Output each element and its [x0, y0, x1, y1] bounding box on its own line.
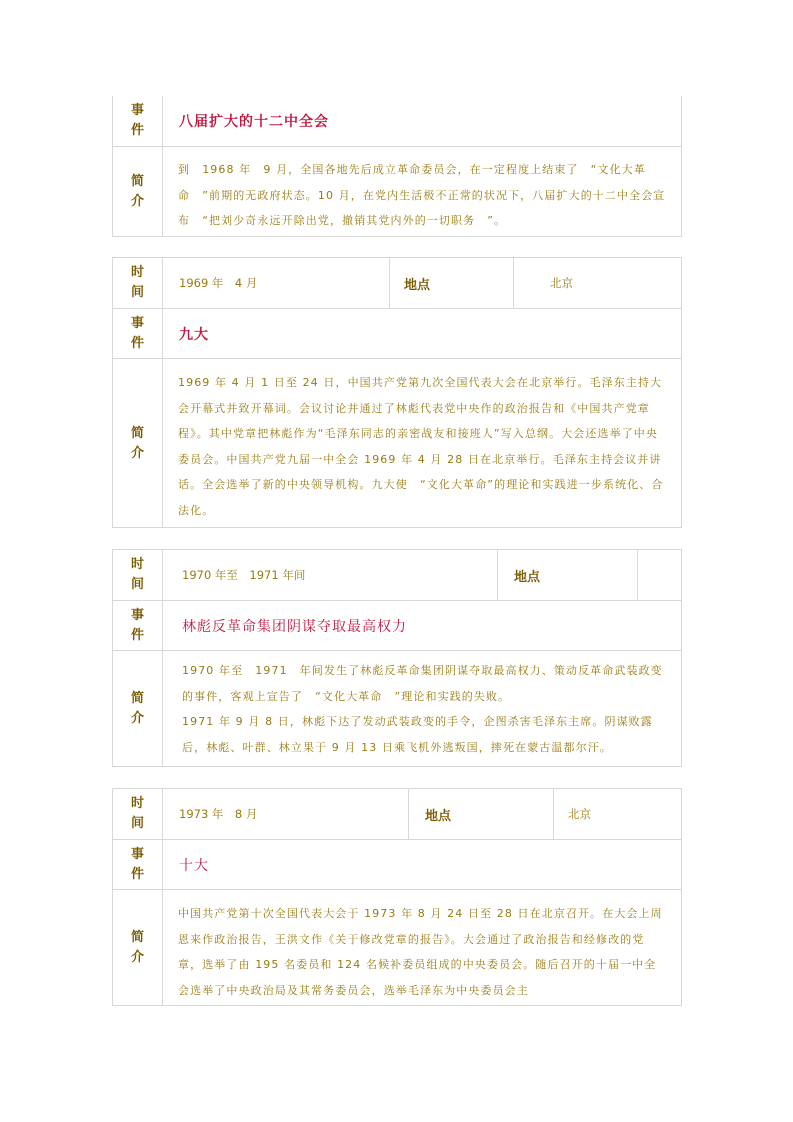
event-label: 事件: [113, 96, 163, 146]
event-summary: 1970 年至 1971 年间发生了林彪反革命集团阴谋夺取最高权力、策动反革命武装政变的事件，客观上宣告了 “文化大革命 ”理论和实践的失败。 1971 年 9 月 8 日，林彪下达了发动武装政变的手令，企图杀害毛泽东主席。阴谋败露后，林彪、叶群、林立果于 9 月 13 日乘飞机外逃叛国，摔死在蒙古温都尔汗。: [182, 664, 663, 754]
event-title: 十大: [179, 857, 209, 874]
event-location: 北京: [550, 276, 573, 290]
event-time: 1970 年至 1971 年间: [163, 550, 498, 600]
event-title: 八届扩大的十二中全会: [179, 114, 329, 130]
event-summary: 中国共产党第十次全国代表大会于 1973 年 8 月 24 日至 28 日在北京召开。在大会上周恩来作政治报告，王洪文作《关于修改党章的报告》。大会通过了政治报告和经修改的党章，选举了由 195 名委员和 124 名候补委员组成的中央委员会。随后召开的十届一中全会选举了中央政治局及其常务委员会，选举毛泽东为中央委员会主: [178, 907, 663, 997]
event-location: [638, 550, 681, 600]
location-label: 地点: [390, 258, 514, 308]
event-card-1: [112, 96, 682, 237]
summary-label: 简介: [113, 890, 163, 1006]
event-summary: 到 1968 年 9 月，全国各地先后成立革命委员会，在一定程度上结束了 “文化大革命 ”前期的无政府状态。10 月，在党内生活极不正常的状况下，八届扩大的十二中全会宣布 “把刘少奇永远开除出党，撤销其党内外的一切职务 ”。: [178, 163, 666, 227]
event-location: 北京: [568, 807, 591, 821]
summary-label: 简介: [113, 359, 163, 528]
event-label: 事件: [113, 840, 163, 889]
time-label: 时间: [113, 550, 163, 600]
event-label: 事件: [113, 309, 163, 358]
location-label: 地点: [409, 789, 554, 839]
location-label: 地点: [498, 550, 638, 600]
event-time: 1969 年 4 月: [163, 258, 390, 308]
event-card-3: [112, 549, 682, 767]
summary-label: 简介: [113, 147, 163, 236]
time-label: 时间: [113, 789, 163, 839]
event-summary: 1969 年 4 月 1 日至 24 日，中国共产党第九次全国代表大会在北京举行。毛泽东主持大会开幕式并致开幕词。会议讨论并通过了林彪代表党中央作的政治报告和《中国共产党章程》。其中党章把林彪作为“毛泽东同志的亲密战友和接班人”写入总纲。大会还选举了中央委员会。中国共产党九届一中全会 1969 年 4 月 28 日在北京举行。毛泽东主持会议并讲话。全会选举了新的中央领导机构。九大使 “文化大革命”的理论和实践进一步系统化、合法化。: [178, 376, 664, 517]
event-title: 林彪反革命集团阴谋夺取最高权力: [182, 618, 407, 635]
time-label: 时间: [113, 258, 163, 308]
event-card-4: [112, 788, 682, 1006]
event-time: 1973 年 8 月: [163, 789, 409, 839]
event-label: 事件: [113, 601, 163, 650]
event-title: 九大: [179, 326, 209, 343]
summary-label: 简介: [113, 651, 163, 767]
event-card-2: [112, 257, 682, 528]
